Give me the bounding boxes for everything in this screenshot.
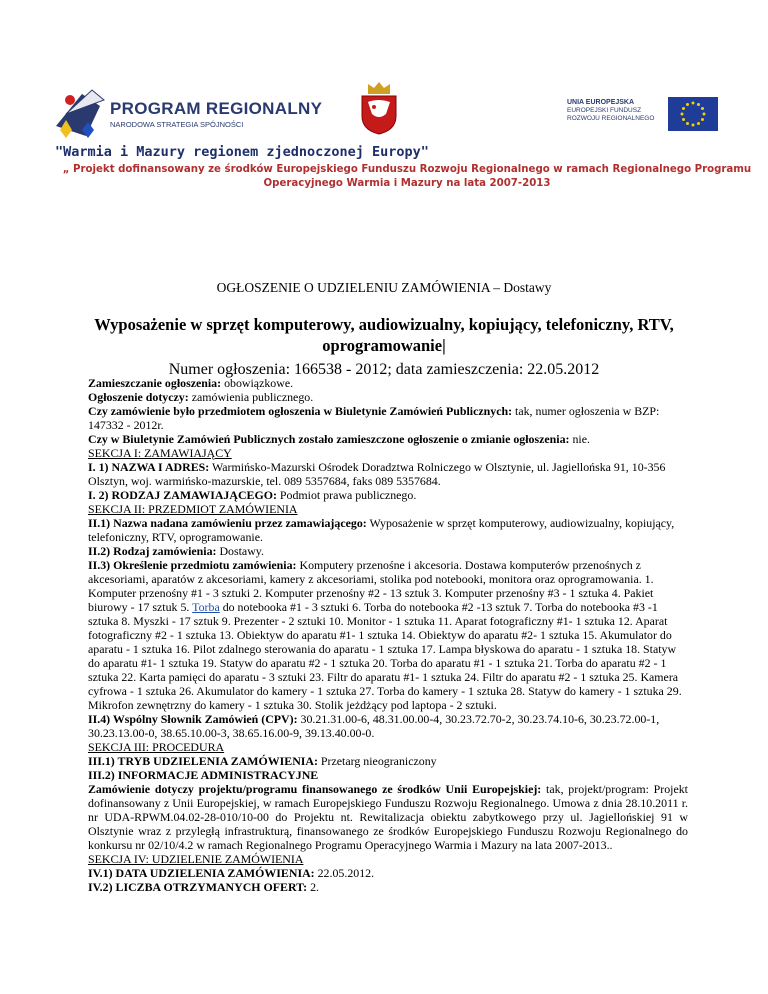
field-notice-concerns: Ogłoszenie dotyczy: zamówienia publicznego. (88, 390, 314, 404)
field-order-name: II.1) Nazwa nadana zamówieniu przez zamawiającego: Wyposażenie w sprzęt komputerowy, audiowizualny, kopiujący, telefoniczny, RTV, oprogramowanie. (88, 516, 675, 544)
project-funding-note: „ Projekt dofinansowany ze środków Europejskiego Funduszu Rozwoju Regionalnego w ramach Regionalnego Programu Operacyjnego Warmia i Mazury na lata 2007-2013 (62, 164, 752, 189)
field-contracting-type: I. 2) RODZAJ ZAMAWIAJĄCEGO: Podmiot prawa publicznego. (88, 488, 417, 502)
eu-line-2: EUROPEJSKI FUNDUSZ (567, 107, 642, 114)
notice-body (88, 376, 688, 894)
field-procedure-mode: III.1) TRYB UDZIELENIA ZAMÓWIENIA: Przetarg nieograniczony (88, 754, 437, 768)
field-award-date: IV.1) DATA UDZIELENIA ZAMÓWIENIA: 22.05.2012. (88, 866, 375, 880)
field-offers-count: IV.2) LICZBA OTRZYMANYCH OFERT: 2. (88, 880, 320, 894)
section-2-heading: SEKCJA II: PRZEDMIOT ZAMÓWIENIA (88, 502, 298, 516)
field-admin-info: III.2) INFORMACJE ADMINISTRACYJNE (88, 768, 319, 782)
field-name-address: I. 1) NAZWA I ADRES: Warmińsko-Mazurski Ośrodek Doradztwa Rolniczego w Olsztynie, ul. Jagiellońska 91, 10-356 Olsztyn, woj. warmińsko-mazurskie, tel. 089 5357684, faks 089 5357684. (88, 460, 666, 488)
field-order-subject: II.3) Określenie przedmiotu zamówienia: Komputery przenośne i akcesoria. Dostawa komputerów przenośnych z akcesoriami, aparatów z akcesoriami, kamery z akcesoriami, stolika pod notebooki, monitora oraz oprogramowania. 1. Komputer przenośny #1 - 3 sztuki 2. Komputer przenośny #2 - 13 sztuk 3. Komputer przenośny #3 - 1 sztuka 4. Pakiet biurowy - 17 sztuk 5. Torba do notebooka #1 - 3 sztuki 6. Torba do notebooka #2 -13 sztuk 7. Torba do notebooka #3 -1 sztuka 8. Myszki - 17 sztuk 9. Prezenter - 2 sztuki 10. Monitor - 1 sztuka 11. Aparat fotograficzny #1- 1 sztuka 12. Aparat fotograficzny #2 - 1 sztuka 13. Obiektyw do aparatu #1- 1 sztuka 14. Obiektyw do aparatu #2- 1 sztuka 15. Akumulator do aparatu - 1 sztuka 16. Pilot zdalnego sterowania do aparatu - 1 sztuka 17. Lampa błyskowa do aparatu - 1 sztuka 18. Statyw do aparatu #1- 1 sztuka 19. Statyw do aparatu #2 - 1 sztuka 20. Torba do aparatu #1 - 1 sztuka 21. Torba do aparatu #2 - 1 sztuka 22. Karta pamięci do aparatu - 3 sztuki 23. Filtr do aparatu #1- 1 sztuka 24. Filtr do aparatu #2 - 1 sztuka 25. Kamera cyfrowa - 1 sztuka 26. Akumulator do kamery - 1 sztuka 27. Torba do kamery - 1 sztuka 28. Statyw do kamery - 1 sztuka 29. Mikrofon zewnętrzny do kamery - 1 sztuka 30. Stolik jeżdżący pod laptopa - 2 sztuki. (88, 558, 682, 712)
eu-line-3: ROZWOJU REGIONALNEGO (567, 115, 655, 122)
coat-of-arms-icon (354, 80, 404, 136)
section-4-heading: SEKCJA IV: UDZIELENIE ZAMÓWIENIA (88, 852, 304, 866)
document-header (0, 0, 768, 200)
eu-fund-text (567, 99, 654, 123)
order-title: Wyposażenie w sprzęt komputerowy, audiowizualny, kopiujący, telefoniczny, RTV, oprogramowanie| (94, 315, 674, 355)
field-cpv: II.4) Wspólny Słownik Zamówień (CPV): 30.21.31.00-6, 48.31.00.00-4, 30.23.72.70-2, 30.23.74.10-6, 30.23.72.00-1, 30.23.13.00-0, 38.65.10.00-3, 38.65.16.00-9, 39.13.40.00-0. (88, 712, 660, 740)
section-1-heading: SEKCJA I: ZAMAWIAJĄCY (88, 446, 232, 460)
program-subtitle: NARODOWA STRATEGIA SPÓJNOŚCI (110, 120, 244, 129)
field-order-type: II.2) Rodzaj zamówienia: Dostawy. (88, 544, 264, 558)
section-3-heading: SEKCJA III: PROCEDURA (88, 740, 225, 754)
field-eu-funding: Zamówienie dotyczy projektu/programu finansowanego ze środków Unii Europejskiej: tak, projekt/program: Projekt dofinansowany z Unii Europejskiej, w ramach Europejskiego Funduszu Rozwoju Regionalnego. Umowa z dnia 28.10.2011 r. nr UDA-RPWM.04.02-28-010/10-00 do Projektu nt. Rewitalizacja obiektu zabytkowego przy ul. Jagiellońskiej 91 w Olsztynie wraz z przyległą infrastrukturą, finansowanego ze środków Europejskiego Funduszu Rozwoju Regionalnego do konkursu nr 02/10/4.2 w ramach Regionalnego Programu Operacyjnego Warmia i Mazury na lata 2007-2013.. (88, 782, 688, 852)
field-bzp-change: Czy w Biuletynie Zamówień Publicznych zostało zamieszczone ogłoszenie o zmianie ogłoszenia: nie. (88, 432, 590, 446)
notice-number: Numer ogłoszenia: 166538 - 2012; data zamieszczenia: 22.05.2012 (168, 361, 600, 378)
eu-line-1: UNIA EUROPEJSKA (567, 99, 635, 106)
notice-type-heading: OGŁOSZENIE O UDZIELENIU ZAMÓWIENIA – Dostawy (216, 280, 552, 295)
eu-flag-icon (668, 97, 718, 131)
field-bzp-previous: Czy zamówienie było przedmiotem ogłoszenia w Biuletynie Zamówień Publicznych: tak, numer ogłoszenia w BZP: 147332 - 2012r. (88, 404, 660, 432)
slogan: "Warmia i Mazury regionem zjednoczonej Europy" (55, 144, 429, 160)
field-publication: Zamieszczanie ogłoszenia: obowiązkowe. (88, 376, 294, 390)
program-title: PROGRAM REGIONALNY (110, 99, 323, 118)
torba-link[interactable]: Torba (192, 600, 220, 614)
